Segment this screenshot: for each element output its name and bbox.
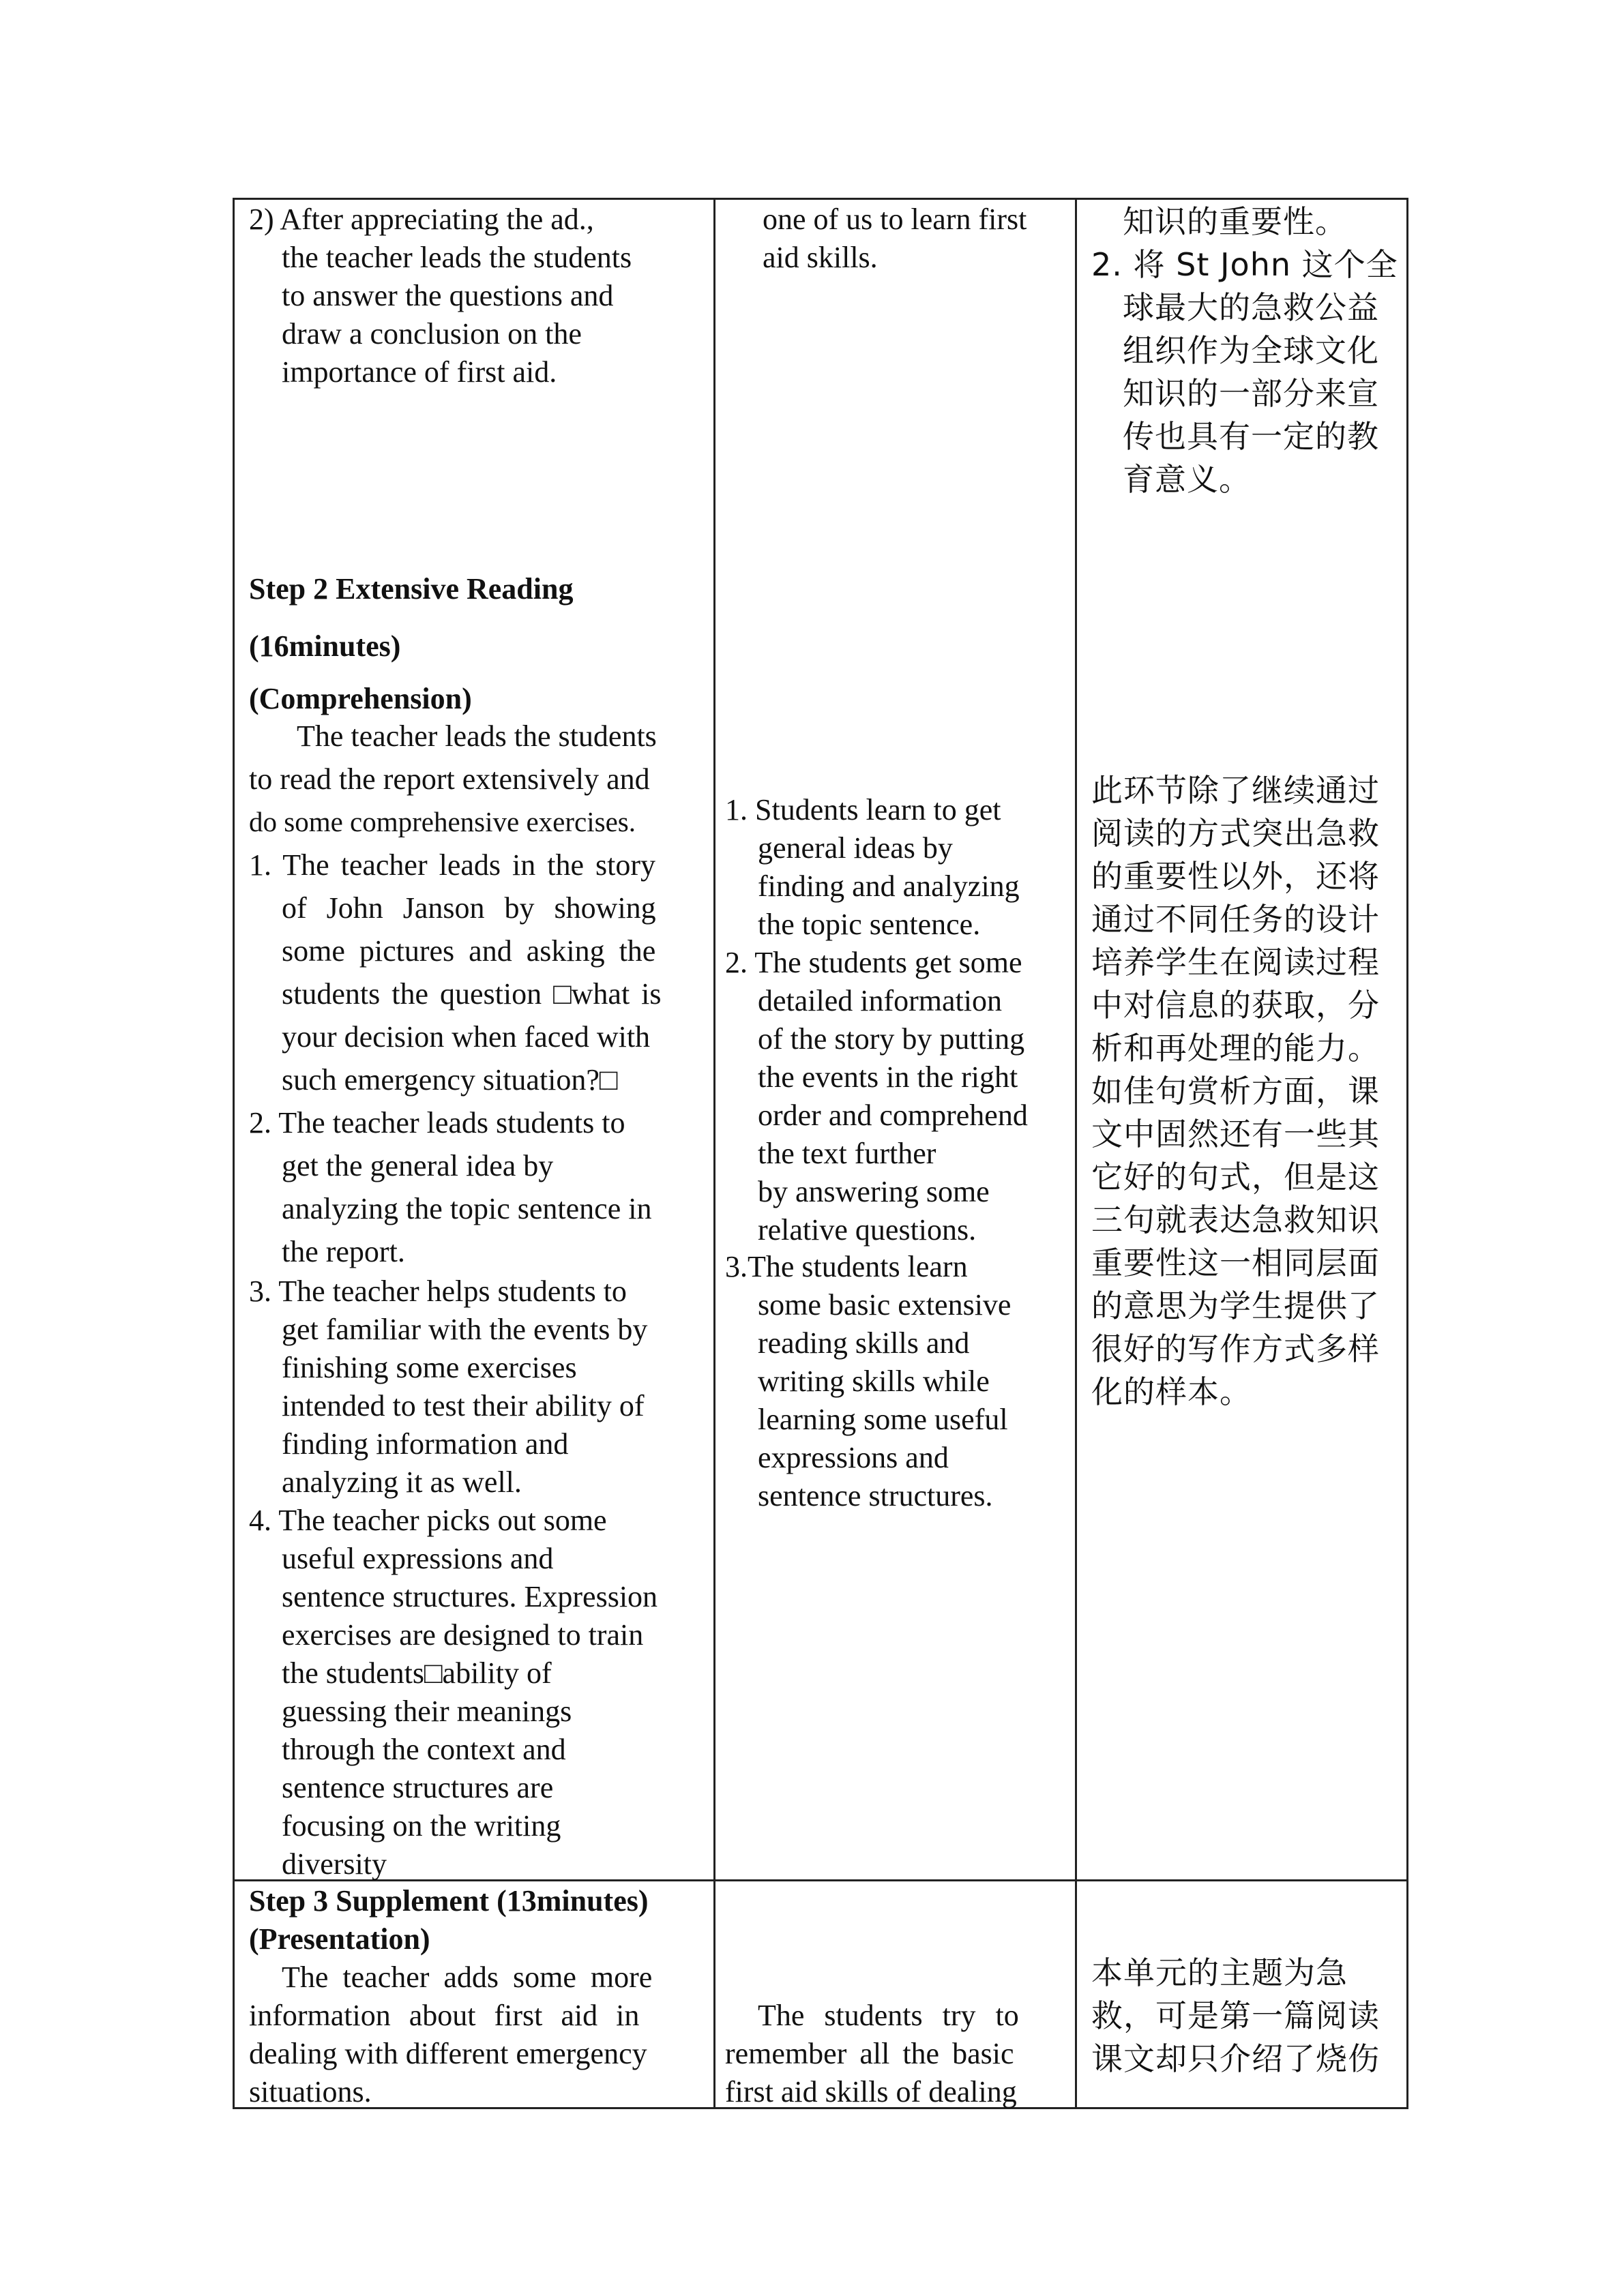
design-intent-step-2 bbox=[1091, 769, 1402, 1414]
step-3-teacher-cell bbox=[249, 1882, 703, 2111]
teacher-item-4 bbox=[249, 1502, 703, 1883]
text-line: finding information and bbox=[282, 1427, 569, 1461]
text-line: 它好的句式，但是这 bbox=[1091, 1159, 1380, 1195]
text-line: 的重要性以外，还将 bbox=[1091, 858, 1380, 895]
teacher-activity-cell bbox=[249, 200, 703, 391]
text-line: intended to test their ability of bbox=[282, 1389, 645, 1422]
text-line: 4. The teacher picks out some bbox=[249, 1504, 607, 1537]
text-line: situations. bbox=[249, 2075, 372, 2108]
text-line: 课文却只介绍了烧伤 bbox=[1091, 2040, 1380, 2077]
step-2-type: (Comprehension) bbox=[249, 682, 472, 715]
text-line: your decision when faced with bbox=[282, 1020, 651, 1054]
text-line: such emergency situation?□ bbox=[282, 1063, 618, 1097]
text-line: the teacher leads the students bbox=[282, 241, 632, 274]
text-line: 如佳句赏析方面，课 bbox=[1091, 1073, 1380, 1109]
step-2-title: Step 2 Extensive Reading bbox=[249, 572, 574, 606]
text-line: aid skills. bbox=[763, 241, 878, 274]
text-line: of John Janson by showing bbox=[282, 891, 656, 925]
text-line: 知识的一部分来宣 bbox=[1123, 375, 1379, 412]
text-line: the report. bbox=[282, 1235, 405, 1268]
text-line: 此环节除了继续通过 bbox=[1091, 772, 1380, 809]
text-line: 化的样本。 bbox=[1091, 1373, 1252, 1410]
text-line: reading skills and bbox=[758, 1326, 970, 1360]
text-line: 2. The students get some bbox=[725, 946, 1022, 979]
table-border-top bbox=[233, 198, 1408, 200]
text-line: dealing with different emergency bbox=[249, 2037, 647, 2070]
text-line: 传也具有一定的教 bbox=[1123, 418, 1379, 455]
text-line: to answer the questions and bbox=[282, 279, 614, 312]
text-line: 3. The teacher helps students to bbox=[249, 1274, 627, 1308]
text-line: some pictures and asking the bbox=[282, 934, 656, 968]
text-line: 2. 将 St John 这个全 bbox=[1091, 246, 1398, 283]
text-line: general ideas by bbox=[758, 831, 953, 865]
text-line: relative questions. bbox=[758, 1213, 977, 1247]
text-line: learning some useful bbox=[758, 1403, 1008, 1436]
student-item-2 bbox=[725, 944, 1069, 1249]
text-line: the students□ability of bbox=[282, 1656, 552, 1690]
text-line: 本单元的主题为急 bbox=[1091, 1954, 1348, 1991]
design-intent-cell bbox=[1091, 200, 1402, 501]
text-line: The teacher leads the students bbox=[297, 719, 657, 753]
item-2-lead: 2) After appreciating the ad., bbox=[249, 203, 594, 236]
step-2-heading bbox=[249, 561, 703, 723]
text-line: expressions and bbox=[758, 1441, 949, 1474]
text-line: sentence structures. Expression bbox=[282, 1580, 658, 1613]
table-border-left bbox=[233, 198, 235, 2109]
text-line: the topic sentence. bbox=[758, 908, 981, 941]
text-line: 的意思为学生提供了 bbox=[1091, 1287, 1380, 1324]
student-activity-cell bbox=[730, 200, 1067, 277]
text-line: diversity bbox=[282, 1847, 387, 1881]
teacher-item-2 bbox=[249, 1101, 703, 1273]
text-line: information about first aid in bbox=[249, 1999, 640, 2032]
text-line: writing skills while bbox=[758, 1365, 990, 1398]
text-line: 组织作为全球文化 bbox=[1123, 332, 1379, 369]
text-line: analyzing the topic sentence in bbox=[282, 1192, 652, 1225]
text-line: 1. The teacher leads in the story bbox=[249, 848, 655, 882]
text-line: detailed information bbox=[758, 984, 1002, 1017]
step-3-type: (Presentation) bbox=[249, 1922, 430, 1956]
text-line: The teacher adds some more bbox=[282, 1960, 653, 1994]
text-line: 文中固然还有一些其 bbox=[1091, 1116, 1380, 1152]
text-line: 通过不同任务的设计 bbox=[1091, 901, 1380, 938]
text-line: finding and analyzing bbox=[758, 869, 1020, 903]
text-line: do some comprehensive exercises. bbox=[249, 806, 636, 837]
text-line: analyzing it as well. bbox=[282, 1465, 522, 1499]
step-2-intro bbox=[249, 715, 703, 844]
text-line: 3.The students learn bbox=[725, 1250, 968, 1283]
text-line: the text further bbox=[758, 1137, 936, 1170]
text-line: one of us to learn first bbox=[763, 203, 1027, 236]
text-line: exercises are designed to train bbox=[282, 1618, 644, 1652]
text-line: 育意义。 bbox=[1123, 461, 1251, 498]
text-line: of the story by putting bbox=[758, 1022, 1025, 1056]
text-line: 培养学生在阅读过程 bbox=[1091, 944, 1380, 981]
text-line: The students try to bbox=[758, 1999, 1019, 2032]
text-line: remember all the basic bbox=[725, 2037, 1014, 2070]
text-line: draw a conclusion on the bbox=[282, 317, 582, 351]
text-line: 阅读的方式突出急救 bbox=[1091, 815, 1380, 852]
text-line: 重要性这一相同层面 bbox=[1091, 1244, 1380, 1281]
text-line: sentence structures are bbox=[282, 1771, 554, 1804]
text-line: 救，可是第一篇阅读 bbox=[1091, 1997, 1380, 2034]
column-divider-2 bbox=[1075, 198, 1077, 2109]
text-line: useful expressions and bbox=[282, 1542, 554, 1575]
text-line: 2. The teacher leads students to bbox=[249, 1106, 625, 1139]
text-line: get the general idea by bbox=[282, 1149, 554, 1182]
text-line: 三句就表达急救知识 bbox=[1091, 1202, 1380, 1238]
text-line: 知识的重要性。 bbox=[1123, 203, 1347, 240]
text-line: 析和再处理的能力。 bbox=[1091, 1030, 1380, 1067]
teacher-item-3 bbox=[249, 1272, 703, 1502]
student-item-1 bbox=[725, 791, 1069, 944]
text-line: the events in the right bbox=[758, 1060, 1018, 1094]
text-line: get familiar with the events by bbox=[282, 1313, 648, 1346]
text-line: 很好的写作方式多样 bbox=[1091, 1330, 1380, 1367]
text-line: to read the report extensively and bbox=[249, 762, 650, 796]
step-3-design-cell bbox=[1091, 1952, 1402, 2081]
text-line: by answering some bbox=[758, 1175, 990, 1208]
text-line: guessing their meanings bbox=[282, 1695, 572, 1728]
teacher-item-1 bbox=[249, 844, 703, 1101]
text-line: 球最大的急救公益 bbox=[1123, 289, 1379, 326]
text-line: students the question □what is bbox=[282, 977, 662, 1011]
text-line: 中对信息的获取，分 bbox=[1091, 987, 1380, 1024]
step-3-student-cell bbox=[725, 1997, 1069, 2111]
text-line: some basic extensive bbox=[758, 1288, 1012, 1322]
text-line: through the context and bbox=[282, 1733, 566, 1766]
table-border-right bbox=[1406, 198, 1408, 2109]
text-line: importance of first aid. bbox=[282, 355, 557, 389]
step-2-time: (16minutes) bbox=[249, 629, 401, 663]
text-line: finishing some exercises bbox=[282, 1351, 577, 1384]
text-line: order and comprehend bbox=[758, 1099, 1028, 1132]
text-line: focusing on the writing bbox=[282, 1809, 561, 1843]
step-3-title: Step 3 Supplement (13minutes) bbox=[249, 1884, 649, 1918]
column-divider-1 bbox=[713, 198, 715, 2109]
text-line: first aid skills of dealing bbox=[725, 2075, 1017, 2108]
text-line: 1. Students learn to get bbox=[725, 793, 1001, 826]
text-line: sentence structures. bbox=[758, 1479, 993, 1512]
student-item-3 bbox=[725, 1248, 1069, 1515]
